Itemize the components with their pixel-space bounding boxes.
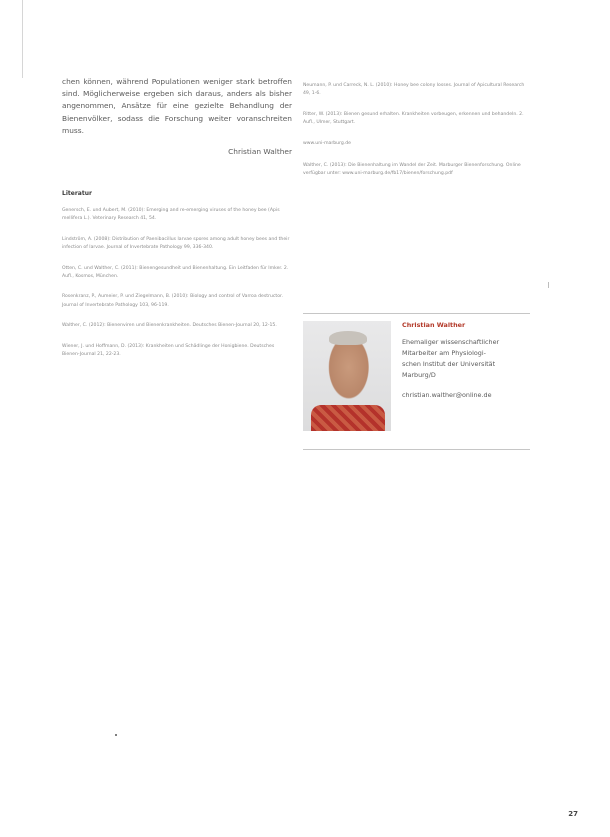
side-mark (548, 282, 549, 288)
author-bio (402, 321, 532, 399)
article-signature: Christian Walther (228, 147, 292, 157)
literature-heading: Literatur (62, 190, 92, 198)
reference-item: Genersch, E. und Aubert, M. (2010): Emerging and re-emerging viruses of the honey bee (Apis mellifera L.). Veterinary Research 41, 54. (62, 208, 280, 222)
reference-item: Ritter, W. (2013): Bienen gesund erhalten. Krankheiten vorbeugen, erkennen und behandeln. 2. Aufl., Ulmer, Stuttgart. (303, 111, 524, 126)
author-role-line: schen Institut der Universität (402, 360, 496, 368)
reference-url[interactable]: www.uni-marburg.de (303, 140, 351, 146)
photo-shirt (311, 405, 385, 431)
author-role-line: Mitarbeiter am Physiologi- (402, 349, 486, 357)
reference-item: Neumann, P. und Carreck, N. L. (2010): Honey bee colony losses. Journal of Apicultural Research 49, 1-6. (303, 83, 525, 97)
author-photo (303, 321, 391, 431)
page-number: 27 (568, 810, 578, 818)
reference-item: Walther, C. (2012): Bienenviren und Bienenkrankheiten. Deutsches Bienen-Journal 20, 12-15. (62, 323, 277, 329)
page-dot (115, 734, 117, 736)
author-email[interactable]: christian.walther@online.de (402, 391, 492, 399)
right-column (303, 82, 531, 191)
author-name: Christian Walther (402, 321, 466, 329)
left-column (62, 76, 292, 371)
author-role-line: Ehemaliger wissenschaftlicher (402, 338, 500, 346)
reference-item: Wiener, J. und Hoffmann, D. (2013): Krankheiten und Schädlinge der Honigbiene. Deutsches Bienen-Journal 21, 22-23. (62, 343, 275, 358)
author-box-bottom-rule (303, 449, 530, 450)
reference-item: Otten, C. und Walther, C. (2011): Bienengesundheit und Bienenhaltung. Ein Leitfaden für Imker. 2. Aufl., Kosmos, München. (62, 265, 289, 280)
photo-hair (329, 331, 367, 345)
author-box-top-rule (303, 313, 530, 314)
article-closing-paragraph: chen können, während Populationen weniger stark betroffen sind. Möglicherweise ergeben sich daraus, anders als bisher angenommen, Ansätze für eine gezielte Behandlung der Bienenvölker, sodass die Forschung weiter voranschreiten muss. (62, 77, 292, 135)
author-role-line: Marburg/D (402, 371, 436, 379)
reference-item: Rosenkranz, P., Aumeier, P. und Ziegelmann, B. (2010): Biology and control of Varroa destructor. Journal of Invertebrate Pathology 103, 96-119. (62, 294, 283, 308)
reference-item: Walther, C. (2013): Die Bienenhaltung im Wandel der Zeit. Marburger Bienenforschung. Online verfügbar unter: www.uni-marburg.de/fb17/bienen/forschung.pdf (303, 163, 521, 177)
margin-line (22, 0, 23, 78)
reference-item: Lindström, A. (2008): Distribution of Paenibacillus larvae spores among adult honey bees and their infection of larvae. Journal of Invertebrate Pathology 99, 336-340. (62, 236, 290, 251)
author-role (402, 337, 532, 381)
